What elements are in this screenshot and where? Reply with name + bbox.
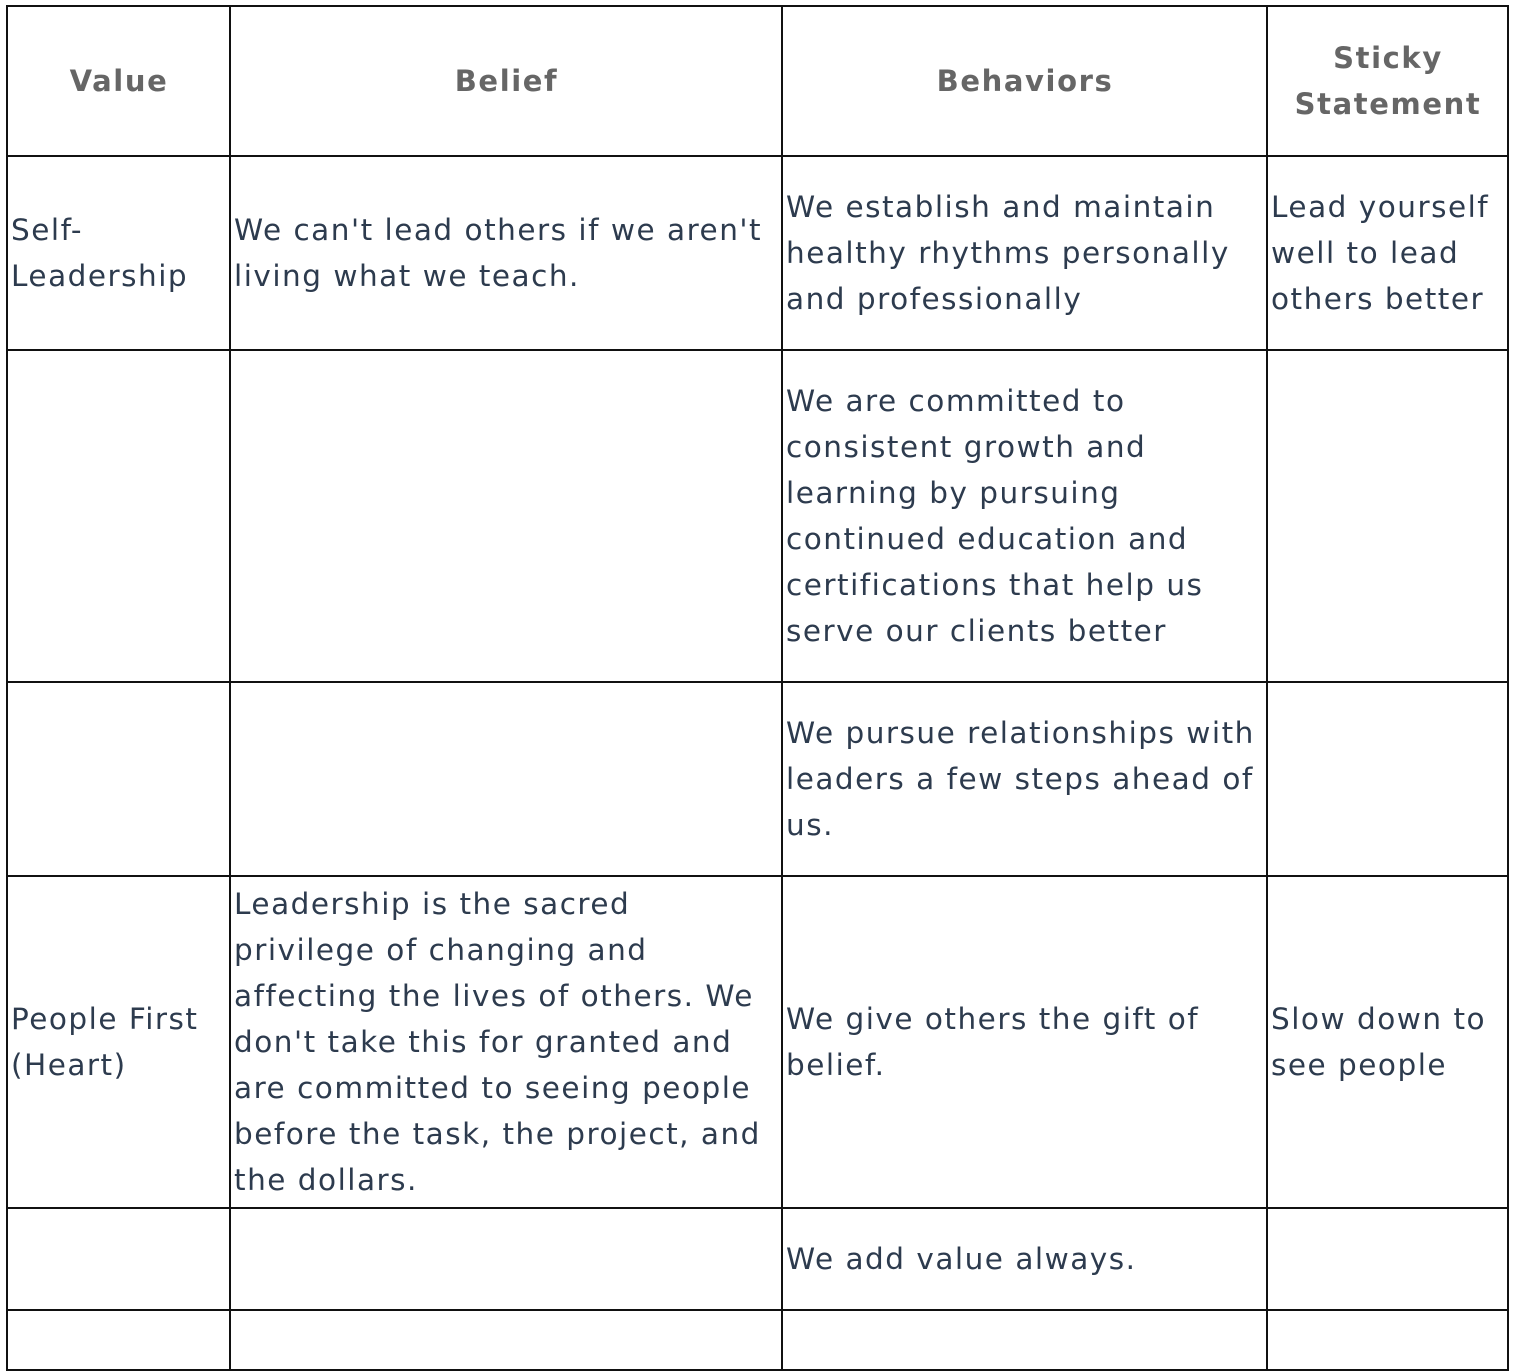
header-sticky-statement: Sticky Statement <box>1267 6 1508 156</box>
header-belief: Belief <box>230 6 782 156</box>
value-cell <box>7 1310 230 1370</box>
table-row <box>7 682 1508 876</box>
sticky-statement-cell: Lead yourself well to lead others better <box>1267 156 1508 350</box>
sticky-statement-cell <box>1267 682 1508 876</box>
sticky-statement-cell <box>1267 350 1508 682</box>
behavior-cell: We are committed to consistent growth and learning by pursuing continued education and certifications that help us serve our clients better <box>782 350 1267 682</box>
behavior-cell: We pursue relationships with leaders a few steps ahead of us. <box>782 682 1267 876</box>
behavior-cell <box>782 1310 1267 1370</box>
table-row <box>7 1310 1508 1370</box>
table-header-row <box>7 6 1508 156</box>
header-behaviors: Behaviors <box>782 6 1267 156</box>
sticky-statement-cell <box>1267 1310 1508 1370</box>
behavior-cell: We establish and maintain healthy rhythms personally and professionally <box>782 156 1267 350</box>
belief-cell <box>230 1310 782 1370</box>
belief-cell <box>230 350 782 682</box>
value-cell: Self-Leadership <box>7 156 230 350</box>
value-cell <box>7 350 230 682</box>
value-cell: People First (Heart) <box>7 876 230 1208</box>
belief-cell: We can't lead others if we aren't living what we teach. <box>230 156 782 350</box>
belief-cell <box>230 682 782 876</box>
header-value: Value <box>7 6 230 156</box>
table-row <box>7 156 1508 350</box>
value-cell <box>7 682 230 876</box>
table-row <box>7 876 1508 1208</box>
behavior-cell: We give others the gift of belief. <box>782 876 1267 1208</box>
behavior-cell: We add value always. <box>782 1208 1267 1310</box>
sticky-statement-cell: Slow down to see people <box>1267 876 1508 1208</box>
values-table <box>6 5 1509 1371</box>
belief-cell <box>230 1208 782 1310</box>
table-row <box>7 1208 1508 1310</box>
sticky-statement-cell <box>1267 1208 1508 1310</box>
belief-cell: Leadership is the sacred privilege of changing and affecting the lives of others. We don't take this for granted and are committed to seeing people before the task, the project, and the dollars. <box>230 876 782 1208</box>
table-row <box>7 350 1508 682</box>
value-cell <box>7 1208 230 1310</box>
